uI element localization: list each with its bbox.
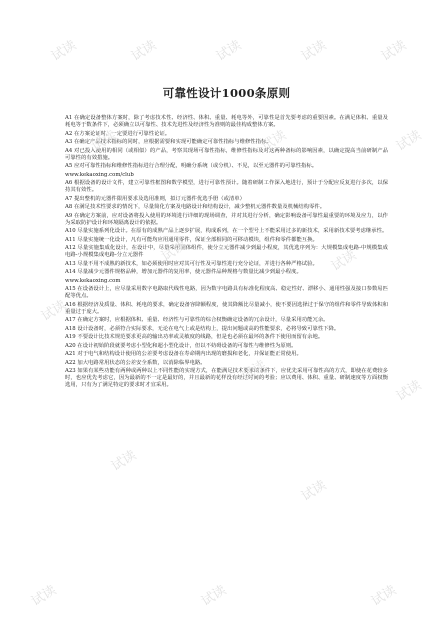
- watermark-text: 试读: [159, 237, 190, 265]
- paragraph-a10: A10 尽量实施系列化设计。在原有的成熟产品上逐步扩展，构成系列，在一个型号上不能采用过多的新技术，采用新技术要考虑继承性。: [65, 228, 388, 235]
- watermark-text: 试读: [329, 247, 360, 275]
- paragraph-a8: A8 在满足技术性要求的情况下，尽量简化方案及电路设计和结构设计，减少整机元器件数量及机械结构零件。: [65, 204, 326, 211]
- watermark-text: 试读: [299, 37, 330, 65]
- paragraph-a18: A18 设计设备时，必须符合实际要求，无论在电气上或是结构上，提出问题或高的性能要求，必将导致可靠性下降。: [65, 325, 340, 332]
- source-url-2: www.kekaoxing.com: [65, 277, 121, 284]
- paragraph-a12: A12 尽量实施集成化设计，在设计中，尽量采用固体组件，使分立元器件减少到最小程度，其优选序列为：大规模集成电路-中规模集成电路-小规模集成电路-分立元器件: [65, 245, 388, 259]
- watermark-text: 试读: [199, 582, 230, 610]
- paragraph-a21: A21 对于电气和结构设计使用的公差要考虑设备在寿命期内出现的磨损和老化，并保证能正常使用。: [65, 351, 302, 358]
- document-body: [65, 115, 388, 389]
- paragraph-a16: A16 根据经济及质量、体积、耗电的要求，确定设备容降额程度，使其降额比尽量减小，使不要因选择过于保守的组件和零件导致体积和重量过于庞大。: [65, 301, 388, 315]
- paragraph-a23: A23 如果有某些功能有两种或两种以上不同性能的实现方式，在能满足技术要求的条件下，应优先采用可靠性高的方式，即使在花费较多时，也应优先考虑它，因为最新的不一定是最好的，并且最新的花样没有经过时间的考验；应以费用、体积、重量、研制速度等方面权衡选用，只有为了满足特定的要求时才宜采用。: [65, 367, 388, 389]
- watermark-text: 试读: [109, 447, 140, 475]
- document-title: 可靠性设计1000条原则: [162, 86, 291, 100]
- watermark-text: 试读: [369, 582, 400, 610]
- paragraph-a17: A17 在确定方案时，应根据体积、重量、经济性与可靠性的综合权衡确定设备的冗余设计，尽量采用功能冗余。: [65, 317, 329, 324]
- paragraph-a4: A4 对已投入使用的相同（或相似）的产品，考察其现场可靠性指标，维修性指标及对这两种备标的影响因素，以确定提高当前研制产品可靠性的有效措施。: [65, 147, 389, 161]
- paragraph-a2: A2 在方案论证时，一定要进行可靠性论证。: [65, 130, 171, 137]
- watermark-text: 试读: [214, 37, 245, 65]
- paragraph-a19: A19 不要设计比技术规范要求更高的输出功率或灵敏度的线路，但是也必须在最坏的条件下使用而留有余地。: [65, 334, 324, 341]
- paragraph-a11: A11 尽量实施统一化设计，凡有可能均应用通用零件，保证全部相同的可移动模块，组件和零件都能互换。: [65, 236, 318, 243]
- watermark-text: 试读: [239, 357, 270, 385]
- watermark-text: 试读: [39, 297, 70, 325]
- watermark-text: 试读: [394, 127, 425, 155]
- watermark-text: 试读: [259, 127, 290, 155]
- watermark-text: 试读: [29, 582, 60, 610]
- paragraph-a5: A5 应对可靠性指标和维修性指标进行合理分配，明确分系统（或分机）、不见，以至元器件的可靠性指标。: [65, 163, 318, 170]
- paragraph-a13: A13 尽量不用不成熟的新技术，如必须使用时应对其可行性及可靠性进行充分论证，并进行各种严格试验。: [65, 260, 318, 267]
- watermark-text: 试读: [299, 477, 330, 505]
- paragraph-a7: A7 提出整机的元器件限用要求及选用准则，拟订元器件优选手册（或清单）: [65, 195, 245, 202]
- paragraph-a3: A3 在确定产品技术指标的同时，应根据需要和实现可能确定可靠性指标与维修性指标。: [65, 139, 272, 146]
- watermark-text: 试读: [394, 377, 425, 405]
- watermark-text: 试读: [49, 37, 80, 65]
- watermark-text: 试读: [379, 37, 410, 65]
- watermark-text: 试读: [89, 127, 120, 155]
- paragraph-a1: A1 在确定设备整体方案时，除了考虑技术性、经济性、体积、重量、耗电等外，可靠性是首先要考虑的重要因素。在满足体积、重量及耗电等于数条件下，必须确立以可靠性、技术先进性及经济性为准则的最佳构成整体方案。: [65, 115, 389, 129]
- paragraph-a9: A9 在确定方案前，应对设备将投入使用的环境进行详细的现场调查，并对其进行分析，确定影响设备可靠性最重要的环境及应力，以作为采取防护设计和环境隔离设计的依据。: [65, 212, 389, 226]
- watermark-text: 试读: [129, 37, 160, 65]
- paragraph-a14: A14 尽量减少元器件规格品种，增加元器件的复用率，使元器件品种规格与数量比减少到最小程度。: [65, 269, 302, 276]
- paragraph-a6: A6 根据设备的设计文件，建立可靠性框图和数学模型，进行可靠性预计。随着研制工作深入地进行，预计于分配应反复进行多次，以保持其有效性。: [65, 180, 389, 194]
- paragraph-a22: A22 加大电路常用状态的公差安全系数，以消除临界电路。: [65, 359, 206, 366]
- paragraph-a15: A15 在设备设计上，应尽量采用数字电路取代线性电路，因为数字电路具有标准化程度高、稳定性好、漂移小、通用性强及接口参数易匹配等优点。: [65, 286, 388, 300]
- source-url-1: www.kekaoxing.com/club: [65, 171, 134, 178]
- paragraph-a20: A20 在设计初始阶段就要考虑小型化和超小型化设计，但以不妨碍设备的可靠性与维修性为原则。: [65, 342, 297, 349]
